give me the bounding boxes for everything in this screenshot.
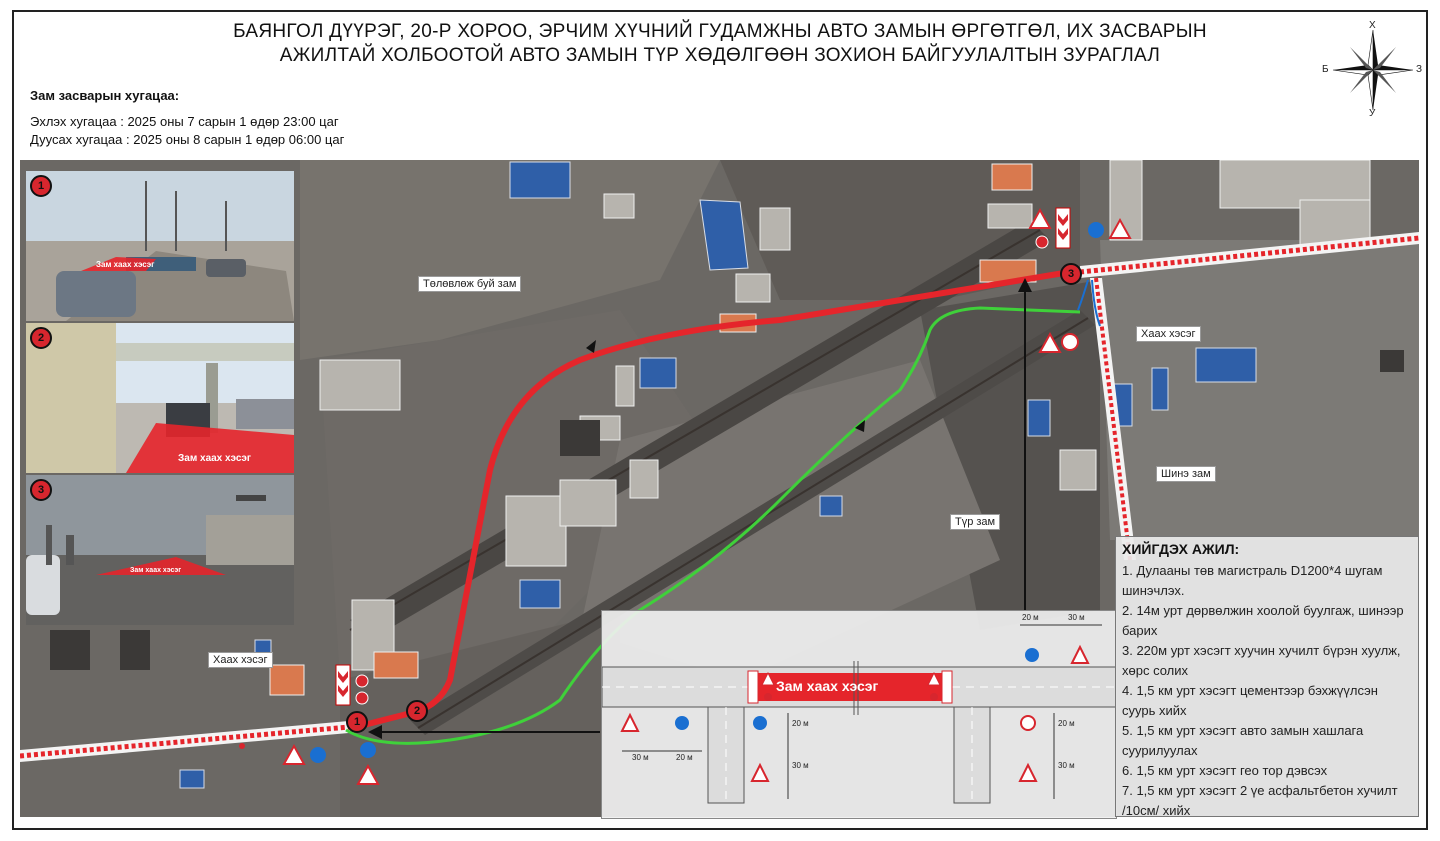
works-heading: ХИЙГДЭХ АЖИЛ: xyxy=(1122,541,1240,557)
works-item: 3. 220м урт хэсэгт хуучин хучилт бүрэн хуулж, хөрс солих xyxy=(1122,643,1401,678)
photo-3 xyxy=(26,475,294,625)
photo-1-number: 1 xyxy=(30,175,52,197)
works-item: 7. 1,5 км урт хэсэгт 2 үе асфальтбетон хучилт /10см/ хийх xyxy=(1122,783,1398,818)
photo-2 xyxy=(26,323,294,473)
map-point-1: 1 xyxy=(346,711,368,733)
title-line-2: АЖИЛТАЙ ХОЛБООТОЙ АВТО ЗАМЫН ТҮР ХӨДӨЛГӨӨН ЗОХИОН БАЙГУУЛАЛТЫН ЗУРАГЛАЛ xyxy=(279,45,1161,66)
barrier-top xyxy=(1056,208,1070,248)
inset-dim-1: 20 м xyxy=(1022,613,1039,622)
compass-star-icon xyxy=(1318,20,1428,120)
inset-dim-2: 30 м xyxy=(1068,613,1085,622)
title-line-1: БАЯНГОЛ ДҮҮРЭГ, 20-Р ХОРОО, ЭРЧИМ ХҮЧНИЙ ГУДАМЖНЫ АВТО ЗАМЫН ӨРГӨТГӨЛ, ИХ ЗАСВАРЫН xyxy=(233,21,1207,42)
label-planned-road: Төлөвлөж буй зам xyxy=(418,276,521,292)
inset-closure-label: Зам хаах хэсэг xyxy=(776,678,879,694)
map-point-3: 3 xyxy=(1060,263,1082,285)
schedule-heading: Зам засварын хугацаа: xyxy=(30,88,180,103)
intersection-inset xyxy=(601,610,1117,819)
works-item: 4. 1,5 км урт хэсэгт цементээр бэхжүүлсэн суурь хийх xyxy=(1122,683,1378,718)
inset-dim-4: 20 м xyxy=(676,753,693,762)
photo-3-caption: Зам хаах хэсэг xyxy=(130,567,182,574)
compass-south: У xyxy=(1369,108,1376,119)
intersection-drawing xyxy=(602,611,1116,818)
map-point-2: 2 xyxy=(406,700,428,722)
photo-2-caption: Зам хаах хэсэг xyxy=(178,453,252,464)
inset-dim-5: 20 м xyxy=(792,719,809,728)
schedule-block xyxy=(30,88,344,149)
works-item: 5. 1,5 км урт хэсэгт авто замын хашлага суурилуулах xyxy=(1122,723,1364,758)
label-new-road: Шинэ зам xyxy=(1156,466,1216,482)
label-closure-left: Хаах хэсэг xyxy=(208,652,273,668)
works-item: 1. Дулааны төв магистраль D1200*4 шугам шинэчлэх. xyxy=(1122,563,1383,598)
photo-3-number: 3 xyxy=(30,479,52,501)
compass-rose xyxy=(1318,20,1428,120)
photo-1-image xyxy=(26,171,294,321)
barrier-bottom xyxy=(336,665,350,705)
photo-1-caption: Зам хаах хэсэг xyxy=(96,260,155,269)
inset-dim-7: 20 м xyxy=(1058,719,1075,728)
compass-east: З xyxy=(1416,64,1423,75)
photo-2-number: 2 xyxy=(30,327,52,349)
inset-dim-8: 30 м xyxy=(1058,761,1075,770)
label-temporary-road: Түр зам xyxy=(950,514,1000,530)
schedule-start: Эхлэх хугацаа : 2025 оны 7 сарын 1 өдөр 23:00 цаг xyxy=(30,114,339,129)
compass-west: Б xyxy=(1322,64,1329,75)
works-panel xyxy=(1115,536,1419,817)
inset-dim-6: 30 м xyxy=(792,761,809,770)
inset-dim-3: 30 м xyxy=(632,753,649,762)
photo-2-image xyxy=(26,323,294,473)
photo-1 xyxy=(26,171,294,321)
photo-3-image xyxy=(26,475,294,625)
label-closure-right: Хаах хэсэг xyxy=(1136,326,1201,342)
works-item: 6. 1,5 км урт хэсэгт гео тор дэвсэх xyxy=(1122,763,1328,778)
schedule-end: Дуусах хугацаа : 2025 оны 8 сарын 1 өдөр 06:00 цаг xyxy=(30,132,345,147)
compass-north: Х xyxy=(1369,20,1376,31)
works-item: 2. 14м урт дөрвөлжин хоолой буулгаж, шинээр барих xyxy=(1122,603,1404,638)
map-title xyxy=(180,20,1260,68)
